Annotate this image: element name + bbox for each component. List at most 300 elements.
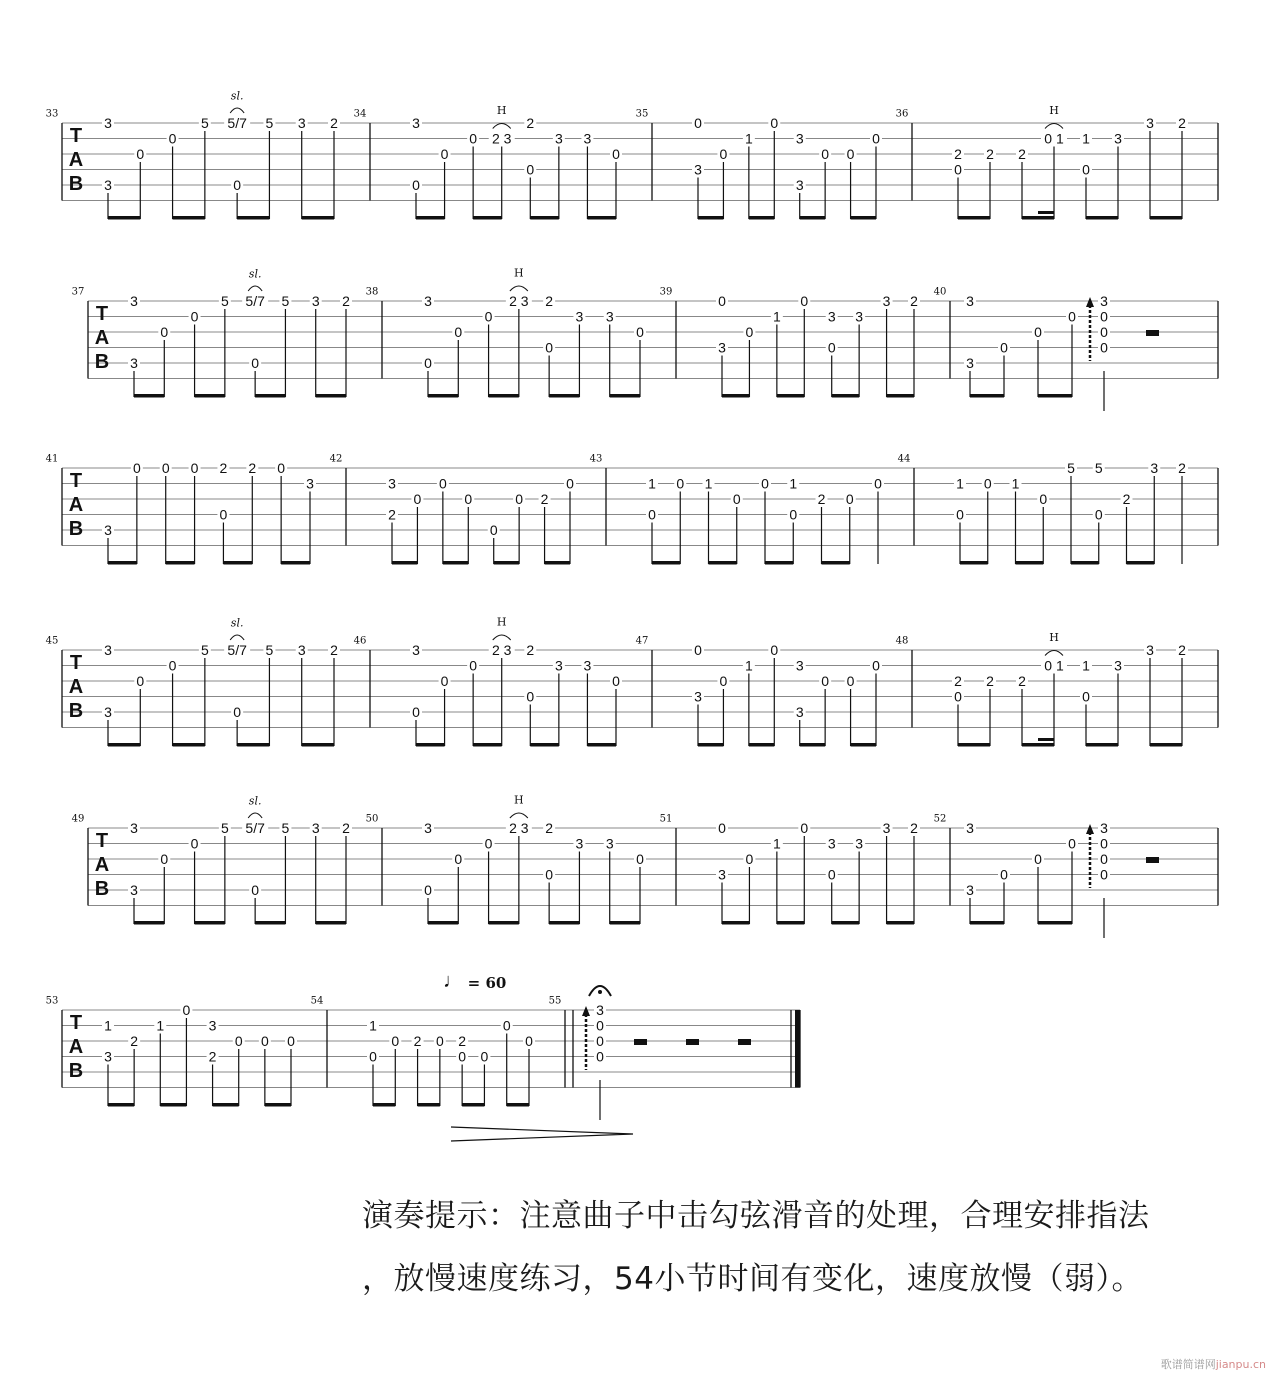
fret-number: 0: [168, 657, 177, 674]
half-rest: [1146, 857, 1159, 863]
measure-number: 39: [659, 286, 673, 298]
fret-number: 0: [526, 161, 535, 178]
fret-number: 0: [458, 1048, 467, 1065]
fret-number: 5: [1067, 460, 1075, 476]
measure-number: 43: [589, 453, 603, 465]
fret-number: 0: [182, 1002, 191, 1018]
fret-number: 5: [200, 642, 209, 658]
fret-number: 0: [369, 1048, 377, 1065]
beam: [749, 743, 774, 747]
beam: [530, 743, 559, 747]
beam: [223, 561, 252, 565]
fret-number: 0: [454, 851, 463, 867]
fret-number: 5/7: [227, 115, 247, 131]
hammer-label: H: [514, 793, 524, 807]
beam: [1071, 561, 1099, 565]
hammer-arc: [510, 286, 528, 291]
tab-clef-letter: T: [69, 652, 83, 674]
fret-number: 5: [265, 642, 274, 658]
measure-number: 38: [365, 286, 379, 298]
fret-number: 1: [744, 657, 753, 674]
tab-clef-letter: B: [68, 700, 84, 722]
fret-number: 0: [233, 177, 242, 193]
measure-number: 52: [933, 813, 947, 825]
beam: [777, 394, 804, 398]
fret-number: 3: [882, 820, 891, 836]
fret-number: 3: [694, 161, 702, 178]
fret-number: 2: [1122, 491, 1131, 507]
chord-fret: 3: [1100, 820, 1108, 836]
fret-number: 0: [1094, 506, 1103, 523]
chord-fret: 0: [1100, 866, 1108, 883]
beam: [265, 1103, 291, 1107]
beam: [213, 1103, 239, 1107]
beam: [489, 921, 519, 925]
fret-number: 0: [391, 1033, 400, 1049]
beam: [473, 216, 502, 220]
arpeggio-arrow: [1086, 297, 1094, 307]
beam: [166, 561, 195, 565]
fermata-dot: [598, 990, 602, 994]
hammer-arc: [510, 813, 528, 818]
beam: [887, 394, 914, 398]
fret-number: 2: [219, 460, 228, 476]
fret-number: 1: [648, 475, 656, 492]
beam: [1038, 394, 1072, 398]
fret-number: 3: [104, 522, 112, 538]
beam: [418, 1103, 440, 1107]
fret-number: 3: [795, 177, 804, 193]
tempo-note-symbol: ♩: [443, 970, 463, 992]
fret-number: 0: [745, 324, 754, 340]
fret-number: 0: [694, 115, 702, 131]
arpeggio-arrow: [582, 1006, 590, 1016]
fret-number: 0: [1039, 491, 1048, 507]
beam: [428, 921, 458, 925]
fret-number: 2: [1178, 115, 1186, 131]
fret-number: 3: [827, 835, 836, 852]
fret-number: 3: [424, 293, 432, 309]
fret-number: 0: [168, 130, 177, 147]
fret-number: 2: [540, 491, 549, 507]
beam: [255, 394, 285, 398]
fret-number: 3: [605, 835, 614, 852]
fret-number: 3: [966, 293, 974, 309]
chord-fret: 0: [1100, 324, 1108, 340]
hammer-arc: [1045, 124, 1063, 129]
fret-number: 3: [311, 293, 320, 309]
beam: [316, 394, 346, 398]
chord-fret: 0: [1100, 851, 1108, 867]
tab-clef-letter: A: [68, 494, 84, 516]
half-rest: [738, 1039, 751, 1045]
beam: [1086, 216, 1118, 220]
fret-number: 0: [566, 475, 574, 492]
fret-number: 0: [954, 688, 962, 705]
fret-number: 0: [827, 339, 836, 356]
beam: [800, 743, 825, 747]
beam: [108, 743, 140, 747]
beam: [765, 561, 793, 565]
fret-number: 0: [1034, 324, 1042, 340]
hammer-label: H: [1049, 104, 1059, 117]
fret-number: 0: [464, 491, 473, 507]
fret-number: 0: [761, 475, 769, 492]
fret-number: 0: [277, 460, 286, 476]
fret-number: 0: [676, 475, 685, 492]
tab-clef-letter: A: [68, 676, 84, 698]
fret-number: 2: [526, 642, 535, 658]
beam: [302, 216, 334, 220]
fret-number: 0: [219, 506, 228, 523]
final-barline-thick: [795, 1010, 800, 1088]
fret-number: 2: [545, 293, 554, 309]
fret-number: 3: [297, 115, 306, 131]
fret-number: 0: [954, 161, 962, 178]
fret-number: 0: [484, 308, 493, 325]
fret-number: 0: [233, 704, 242, 720]
fret-number: 3: [554, 657, 563, 674]
fret-number: 2 3: [509, 293, 529, 309]
beam: [851, 743, 876, 747]
fret-number: 3: [827, 308, 836, 325]
fret-number: 2: [413, 1033, 422, 1049]
fret-number: 1: [156, 1017, 165, 1034]
fret-number: 3: [388, 475, 396, 492]
fret-number: 0: [287, 1033, 295, 1049]
beam: [416, 216, 445, 220]
beam: [173, 743, 205, 747]
fret-number: 0: [132, 460, 141, 476]
measure-number: 48: [895, 635, 909, 647]
hammer-label: H: [1049, 631, 1059, 644]
fret-number: 0: [719, 673, 728, 689]
beam: [698, 743, 723, 747]
fret-number: 3: [966, 820, 974, 836]
arpeggio-arrow: [1086, 824, 1094, 834]
slide-label: sl.: [230, 616, 244, 630]
fret-number: 0: [846, 146, 855, 162]
fret-number: 0: [424, 882, 432, 898]
fret-number: 0: [160, 324, 169, 340]
fret-number: 3: [311, 820, 320, 836]
chord-fret: 3: [596, 1002, 604, 1018]
measure-number: 46: [353, 635, 367, 647]
fret-number: 0: [956, 506, 964, 523]
beam: [237, 743, 269, 747]
fret-number: 2: [248, 460, 257, 476]
beam: [652, 561, 680, 565]
fret-number: 0: [1000, 339, 1008, 356]
beam: [958, 743, 990, 747]
fret-number: 2: [130, 1033, 139, 1049]
fret-number: 0: [160, 851, 169, 867]
performance-tip-line-1: 演奏提示：注意曲子中击勾弦滑音的处理，合理安排指法: [362, 1198, 1150, 1234]
fret-number: 3: [718, 866, 726, 883]
beam: [1016, 561, 1044, 565]
beam: [255, 921, 285, 925]
beam: [970, 921, 1004, 925]
fret-number: 2: [458, 1033, 467, 1049]
fret-number: 0: [1082, 161, 1090, 178]
diminuendo-hairpin: [451, 1127, 633, 1141]
fret-number: 3: [424, 820, 432, 836]
fret-number: 0: [412, 704, 420, 720]
fret-number: 0: [251, 882, 260, 898]
measure-number: 40: [933, 286, 947, 298]
tab-clef-letter: B: [94, 878, 110, 900]
fret-number: 2 3: [509, 820, 529, 836]
measure-number: 49: [71, 813, 85, 825]
slide-arc: [230, 635, 244, 640]
beam: [722, 394, 749, 398]
beam: [587, 216, 616, 220]
fret-number: 0: [821, 673, 830, 689]
fret-number: 2: [954, 146, 962, 162]
measure-number: 44: [897, 453, 911, 465]
measure-number: 34: [353, 108, 367, 120]
measure-number: 33: [45, 108, 59, 120]
fret-number: 0: [190, 835, 199, 852]
fret-number: 0: [1000, 866, 1008, 883]
tab-clef-letter: A: [94, 327, 110, 349]
chord-fret: 0: [596, 1033, 604, 1049]
fret-number: 3: [130, 882, 138, 898]
hammer-label: H: [496, 615, 507, 629]
fret-number: 3: [575, 835, 584, 852]
fret-number: 0: [770, 642, 779, 658]
fret-number: 3: [1114, 130, 1122, 147]
beam: [800, 216, 825, 220]
fret-number: 5: [1094, 460, 1103, 476]
measure-number: 55: [548, 995, 562, 1007]
tab-clef-letter: T: [69, 125, 83, 147]
hammer-arc: [493, 635, 511, 640]
fret-number: 3: [130, 820, 138, 836]
beam-16th: [1038, 211, 1054, 214]
beam: [1150, 216, 1182, 220]
beam: [134, 394, 164, 398]
beam: [302, 743, 334, 747]
beam: [545, 561, 570, 565]
tab-clef-letter: B: [68, 518, 84, 540]
fret-number: 5: [220, 293, 229, 309]
half-rest: [686, 1039, 699, 1045]
fret-number: 0: [612, 146, 620, 162]
hammer-label: H: [496, 104, 507, 117]
watermark-domain: jianpu.cn: [1215, 1358, 1266, 1371]
beam: [507, 1103, 529, 1107]
chord-fret: 3: [1100, 293, 1108, 309]
fret-number: 0: [136, 146, 145, 162]
fret-number: 0: [845, 491, 854, 507]
fret-number: 0: [469, 130, 478, 147]
beam: [709, 561, 737, 565]
fret-number: 0: [545, 866, 554, 883]
fret-number: 0: [872, 657, 880, 674]
fret-number: 0: [454, 324, 463, 340]
half-rest: [1146, 330, 1159, 336]
fret-number: 0: [489, 522, 498, 538]
beam: [610, 921, 640, 925]
fret-number: 0: [718, 293, 726, 309]
beam: [1086, 743, 1118, 747]
measure-number: 36: [895, 108, 909, 120]
beam: [1022, 743, 1054, 747]
measure-number: 47: [635, 635, 649, 647]
fret-number: 3: [966, 882, 974, 898]
beam: [494, 561, 519, 565]
fret-number: 0: [800, 820, 809, 836]
measure-number: 51: [659, 813, 673, 825]
fret-number: 3: [882, 293, 891, 309]
beam: [416, 743, 445, 747]
beam: [960, 561, 988, 565]
hammer-label: H: [514, 266, 524, 280]
fret-number: 0 1: [1044, 130, 1064, 147]
fret-number: 0: [827, 866, 836, 883]
hammer-arc: [493, 124, 511, 129]
fret-number: 0: [136, 673, 145, 689]
fret-number: 0: [424, 355, 432, 371]
beam: [134, 921, 164, 925]
site-watermark: [1161, 1356, 1266, 1372]
fret-number: 0: [1082, 688, 1090, 705]
slide-arc: [230, 108, 244, 113]
fret-number: 2: [330, 642, 338, 658]
fret-number: 2: [986, 146, 994, 162]
fret-number: 1: [1082, 130, 1090, 147]
fret-number: 0: [526, 688, 535, 705]
fret-number: 5/7: [245, 820, 265, 836]
fret-number: 0: [469, 657, 478, 674]
fret-number: 5/7: [227, 642, 247, 658]
fret-number: 3: [575, 308, 584, 325]
beam: [958, 216, 990, 220]
fret-number: 3: [1146, 115, 1154, 131]
hammer-arc: [1045, 651, 1063, 656]
beam: [887, 921, 914, 925]
fret-number: 2: [910, 820, 918, 836]
fret-number: 0: [872, 130, 880, 147]
slide-label: sl.: [248, 267, 262, 281]
fret-number: 3: [104, 1048, 112, 1065]
fret-number: 0: [190, 308, 199, 325]
beam: [749, 216, 774, 220]
fret-number: 5: [220, 820, 229, 836]
fret-number: 2: [330, 115, 338, 131]
fret-number: 3: [130, 355, 138, 371]
fret-number: 0: [789, 506, 798, 523]
fret-number: 0: [694, 642, 702, 658]
fret-number: 3: [718, 339, 726, 356]
tab-clef-letter: B: [68, 173, 84, 195]
beam: [1127, 561, 1155, 565]
beam: [108, 561, 137, 565]
fret-number: 3: [1146, 642, 1154, 658]
fret-number: 2: [1178, 642, 1186, 658]
fret-number: 0: [718, 820, 726, 836]
fret-number: 3: [694, 688, 702, 705]
fret-number: 0: [190, 460, 199, 476]
fret-number: 3: [104, 704, 112, 720]
fret-number: 5: [281, 293, 290, 309]
fret-number: 0: [525, 1033, 533, 1049]
beam: [392, 561, 417, 565]
fret-number: 2: [1018, 673, 1026, 689]
fret-number: 0: [1034, 851, 1042, 867]
fret-number: 0: [745, 851, 754, 867]
fret-number: 2: [954, 673, 962, 689]
fret-number: 0: [251, 355, 260, 371]
fret-number: 3: [104, 177, 112, 193]
fret-number: 1: [1082, 657, 1090, 674]
fret-number: 0: [440, 146, 449, 162]
tab-clef-letter: T: [69, 470, 83, 492]
fret-number: 0: [983, 475, 992, 492]
beam: [173, 216, 205, 220]
beam: [108, 216, 140, 220]
fret-number: 0 1: [1044, 657, 1064, 674]
fret-number: 1: [744, 130, 753, 147]
beam: [530, 216, 559, 220]
fret-number: 0: [800, 293, 809, 309]
tab-clef-letter: A: [94, 854, 110, 876]
fret-number: 0: [480, 1048, 489, 1065]
chord-fret: 0: [1100, 308, 1108, 325]
beam: [373, 1103, 395, 1107]
fret-number: 3: [795, 657, 804, 674]
fret-number: 0: [846, 673, 855, 689]
measure-number: 54: [310, 995, 324, 1007]
measure-number: 53: [45, 995, 59, 1007]
tab-clef-letter: B: [94, 351, 110, 373]
watermark-name: 歌谱简谱网: [1160, 1358, 1216, 1371]
fret-number: 1: [1011, 475, 1020, 492]
fret-number: 2 3: [491, 130, 512, 147]
beam: [1022, 216, 1054, 220]
fret-number: 3: [208, 1017, 217, 1034]
fret-number: 0: [435, 1033, 444, 1049]
fret-number: 1: [104, 1017, 112, 1034]
fret-number: 3: [306, 475, 314, 492]
fret-number: 3: [554, 130, 563, 147]
beam: [832, 394, 859, 398]
beam: [777, 921, 804, 925]
measure-number: 41: [45, 453, 59, 465]
beam: [822, 561, 850, 565]
fret-number: 3: [583, 657, 592, 674]
fret-number: 0: [1068, 835, 1076, 852]
measure-number: 42: [329, 453, 343, 465]
measure-number: 37: [71, 286, 85, 298]
fret-number: 0: [636, 851, 644, 867]
tab-clef-letter: T: [95, 830, 109, 852]
slide-label: sl.: [230, 89, 244, 103]
measure-number: 50: [365, 813, 379, 825]
fret-number: 0: [821, 146, 830, 162]
beam: [832, 921, 859, 925]
beam-16th: [1038, 738, 1054, 741]
fret-number: 0: [1068, 308, 1076, 325]
fret-number: 3: [966, 355, 974, 371]
fret-number: 2 3: [491, 642, 512, 658]
fret-number: 1: [772, 308, 781, 325]
fret-number: 3: [130, 293, 138, 309]
beam: [462, 1103, 484, 1107]
fret-number: 3: [104, 642, 112, 658]
slide-label: sl.: [248, 794, 262, 808]
